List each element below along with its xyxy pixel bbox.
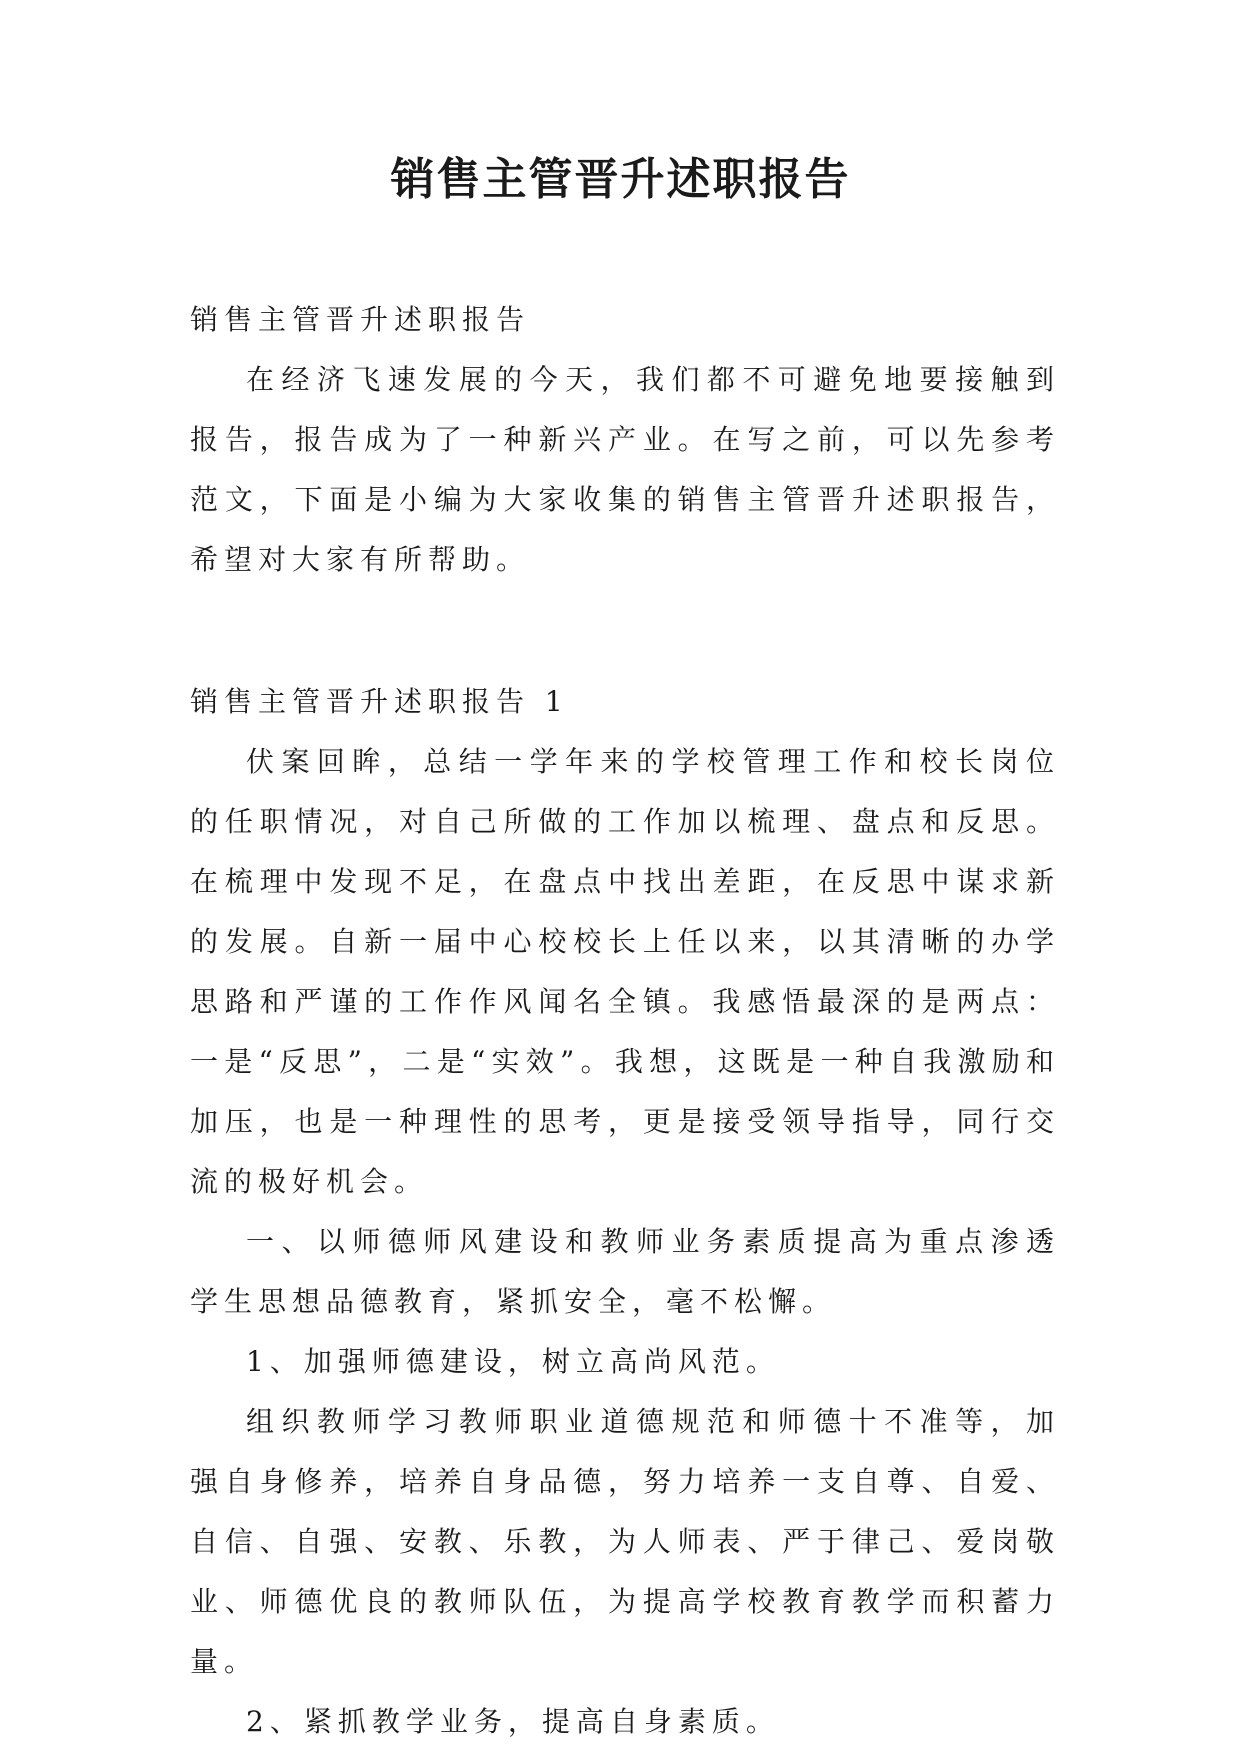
document-title: 销售主管晋升述职报告	[390, 154, 851, 205]
document-body	[190, 290, 1060, 1752]
section-heading: 销售主管晋升述职报告 1	[190, 685, 569, 718]
body-paragraph: 伏案回眸，总结一学年来的学校管理工作和校长岗位的任职情况，对自己所做的工作加以梳理、盘点和反思。在梳理中发现不足，在盘点中找出差距，在反思中谋求新的发展。自新一届中心校校长上任以来，以其清晰的办学思路和严谨的工作作风闻名全镇。我感悟最深的是两点：一是“反思”，二是“实效”。我想，这既是一种自我激励和加压，也是一种理性的思考，更是接受领导指导，同行交流的极好机会。	[190, 745, 1060, 1198]
document-subtitle: 销售主管晋升述职报告	[190, 303, 531, 336]
body-paragraph: 2、紧抓教学业务，提高自身素质。	[246, 1705, 780, 1738]
intro-paragraph: 在经济飞速发展的今天，我们都不可避免地要接触到报告，报告成为了一种新兴产业。在写之前，可以先参考范文，下面是小编为大家收集的销售主管晋升述职报告，希望对大家有所帮助。	[190, 363, 1060, 576]
body-paragraph: 组织教师学习教师职业道德规范和师德十不准等，加强自身修养，培养自身品德，努力培养一支自尊、自爱、自信、自强、安教、乐教，为人师表、严于律己、爱岗敬业、师德优良的教师队伍，为提高学校教育教学而积蓄力量。	[190, 1405, 1060, 1678]
body-paragraph: 一、以师德师风建设和教师业务素质提高为重点渗透学生思想品德教育，紧抓安全，毫不松懈。	[190, 1225, 1060, 1318]
body-paragraph: 1、加强师德建设，树立高尚风范。	[246, 1345, 780, 1378]
section-gap	[190, 590, 1060, 672]
